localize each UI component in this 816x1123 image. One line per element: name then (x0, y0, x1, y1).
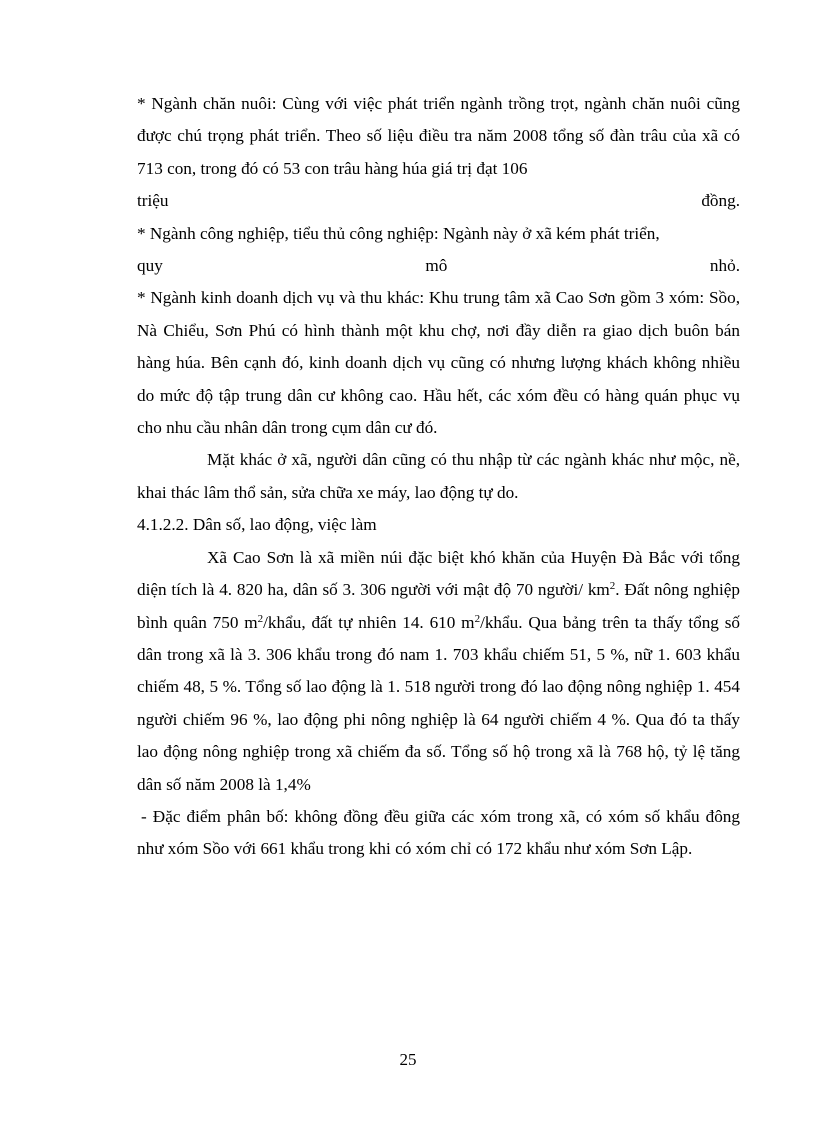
population-text-4: /khẩu. Qua bảng trên ta thấy tổng số dân trong xã là 3. 306 khẩu trong đó nam 1. 703 khẩu chiếm 51, 5 %, nữ 1. 603 khẩu chiếm 48, 5 %. Tổng số lao động là 1. 518 người trong đó lao động nông nghiệp 1. 454 người chiếm 96 %, lao động phi nông nghiệp là 64 người chiếm 4 %. Qua đó ta thấy lao động nông nghiệp trong xã chiếm đa số. Tổng số hộ trong xã là 768 hộ, tỷ lệ tăng dân số năm 2008 là 1,4% (137, 612, 741, 794)
section-heading: 4.1.2.2. Dân số, lao động, việc làm (137, 515, 377, 535)
paragraph-services: * Ngành kinh doanh dịch vụ và thu khác: Khu trung tâm xã Cao Sơn gồm 3 xóm: Sồo, Nà Chiểu, Sơn Phú có hình thành một khu chợ, nơi đầy diễn ra giao dịch buôn bán hàng húa. Bên cạnh đó, kinh doanh dịch vụ cũng có nhưng lượng khách không nhiều do mức độ tập trung dân cư không cao. Hầu hết, các xóm đều có hàng quán phục vụ cho nhu cầu nhân dân trong cụm dân cư đó. (137, 288, 740, 438)
industry-text: * Ngành công nghiệp, tiểu thủ công nghiệp: Ngành này ở xã kém phát triển, (137, 223, 660, 243)
population-text-2: . Đất nông nghiệp bình quân 750 m (137, 580, 740, 632)
paragraph-population (137, 542, 740, 801)
paragraph-other-income: Mặt khác ở xã, người dân cũng có thu nhập từ các ngành khác như mộc, nề, khai thác lâm thổ sản, sửa chữa xe máy, lao động tự do. (137, 450, 740, 502)
paragraph-livestock (137, 88, 740, 185)
superscript-1: 2 (609, 580, 616, 593)
paragraph-livestock-tail (137, 185, 740, 217)
population-text-1: Xã Cao Sơn là xã miền núi đặc biệt khó khăn của Huyện Đà Bắc với tổng diện tích là 4. 820 ha, dân số 3. 306 người với mật độ 70 người/ km (137, 547, 740, 600)
paragraph-distribution: - Đặc điểm phân bố: không đồng đều giữa các xóm trong xã, có xóm số khẩu đông như xóm Sồo với 661 khẩu trong khi có xóm chỉ có 172 khẩu như xóm Sơn Lập. (137, 806, 740, 859)
industry-tail: quy mô nhỏ. (137, 256, 740, 276)
livestock-text: * Ngành chăn nuôi: Cùng với việc phát triển ngành trồng trọt, ngành chăn nuôi cũng được chú trọng phát triển. Theo số liệu điều tra năm 2008 tổng số đàn trâu của xã có 713 con, trong đó có 53 con trâu hàng húa giá trị đạt 106 (137, 94, 740, 178)
population-text-3: /khẩu, đất tự nhiên 14. 610 m (263, 612, 475, 632)
livestock-tail: triệu đồng. (137, 191, 740, 211)
superscript-3: 2 (474, 612, 481, 625)
body-text (137, 88, 740, 866)
paragraph-industry-tail (137, 250, 740, 282)
superscript-2: 2 (257, 612, 264, 625)
page-number: 25 (399, 1050, 417, 1069)
paragraph-industry (137, 218, 740, 250)
